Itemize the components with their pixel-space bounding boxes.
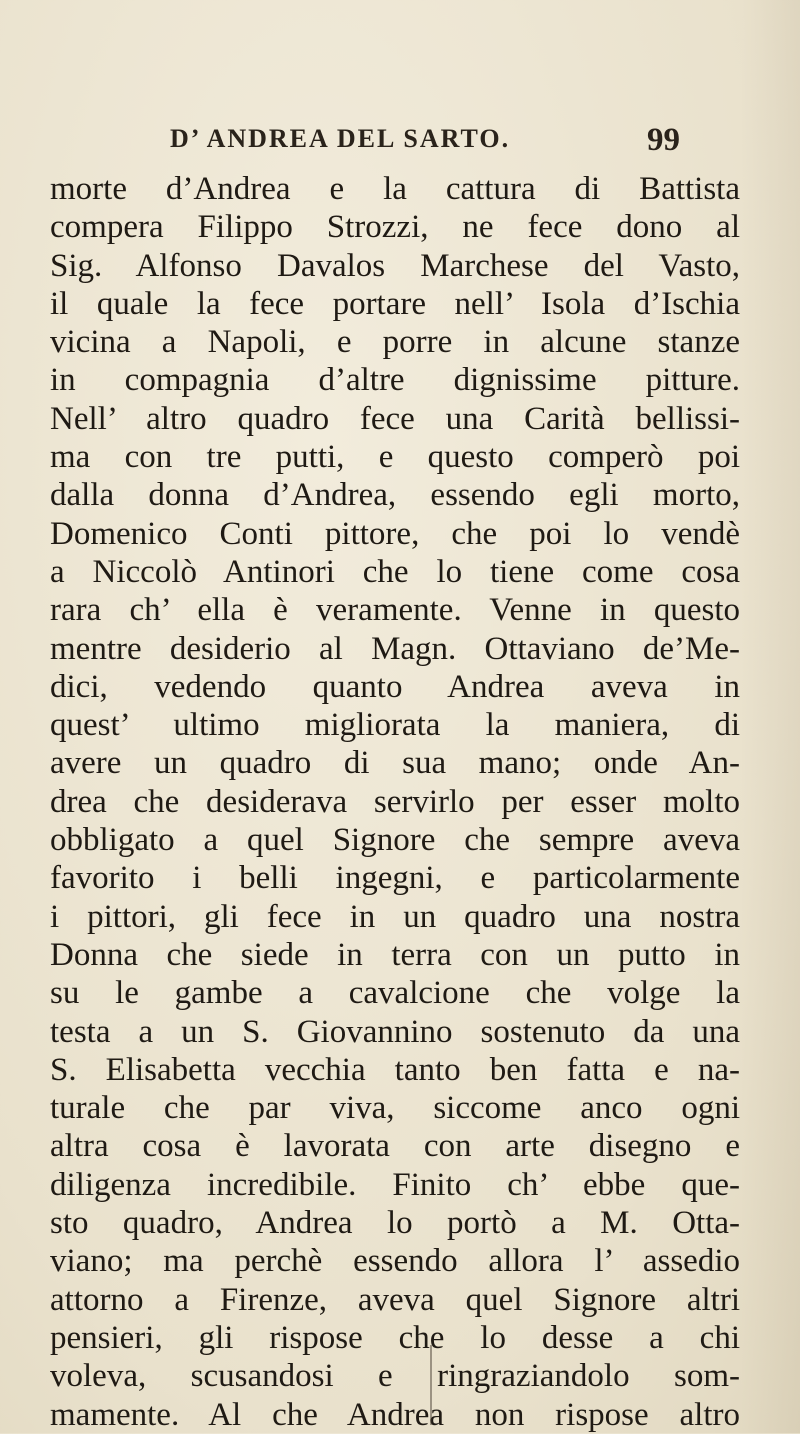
text-line: turale che par viva, siccome anco ogni	[50, 1090, 740, 1127]
text-line: dici, vedendo quanto Andrea aveva in	[50, 668, 740, 705]
text-line: mamente. Al che Andrea non rispose altro	[50, 1396, 740, 1433]
text-line: favorito i belli ingegni, e particolarmente	[50, 860, 740, 897]
body-text	[50, 170, 740, 1434]
text-line: testa a un S. Giovannino sostenuto da una	[50, 1013, 740, 1050]
text-line: su le gambe a cavalcione che volge la	[50, 975, 740, 1012]
text-line: vicina a Napoli, e porre in alcune stanze	[50, 324, 740, 361]
text-line: Nell’ altro quadro fece una Carità bellissi-	[50, 400, 740, 437]
text-line: pensieri, gli rispose che lo desse a chi	[50, 1319, 740, 1356]
text-line: diligenza incredibile. Finito ch’ ebbe que-	[50, 1166, 740, 1203]
ink-mark	[430, 1345, 432, 1425]
text-line: a Niccolò Antinori che lo tiene come cosa	[50, 553, 740, 590]
text-line: S. Elisabetta vecchia tanto ben fatta e na-	[50, 1051, 740, 1088]
text-line: altra cosa è lavorata con arte disegno e	[50, 1128, 740, 1165]
page-number: 99	[647, 122, 680, 158]
text-line: in compagnia d’altre dignissime pitture.	[50, 362, 740, 399]
text-line: quest’ ultimo migliorata la maniera, di	[50, 707, 740, 744]
text-line: rara ch’ ella è veramente. Venne in questo	[50, 592, 740, 629]
text-line: mentre desiderio al Magn. Ottaviano de’Me-	[50, 630, 740, 667]
text-line: morte d’Andrea e la cattura di Battista	[50, 171, 740, 207]
text-line: sto quadro, Andrea lo portò a M. Otta-	[50, 1205, 740, 1242]
text-line: i pittori, gli fece in un quadro una nostra	[50, 898, 740, 935]
text-line: viano; ma perchè essendo allora l’ assedio	[50, 1243, 740, 1280]
text-line: attorno a Firenze, aveva quel Signore altri	[50, 1281, 740, 1318]
text-line: dalla donna d’Andrea, essendo egli morto,	[50, 477, 740, 514]
text-line: il quale la fece portare nell’ Isola d’Ischia	[50, 285, 740, 322]
text-line: Sig. Alfonso Davalos Marchese del Vasto,	[50, 247, 740, 284]
text-line: drea che desiderava servirlo per esser molto	[50, 783, 740, 820]
text-line: obbligato a quel Signore che sempre aveva	[50, 822, 740, 859]
text-line: ma con tre putti, e questo comperò poi	[50, 439, 740, 476]
page-edge-shading	[740, 0, 800, 1433]
text-line: avere un quadro di sua mano; onde An-	[50, 745, 740, 782]
running-title: D’ ANDREA DEL SARTO.	[170, 124, 511, 153]
running-head	[150, 124, 680, 164]
text-line: Donna che siede in terra con un putto in	[50, 936, 740, 973]
text-line: Domenico Conti pittore, che poi lo vendè	[50, 515, 740, 552]
text-line: voleva, scusandosi e ringraziandolo som-	[50, 1358, 740, 1395]
text-line: compera Filippo Strozzi, ne fece dono al	[50, 209, 740, 246]
